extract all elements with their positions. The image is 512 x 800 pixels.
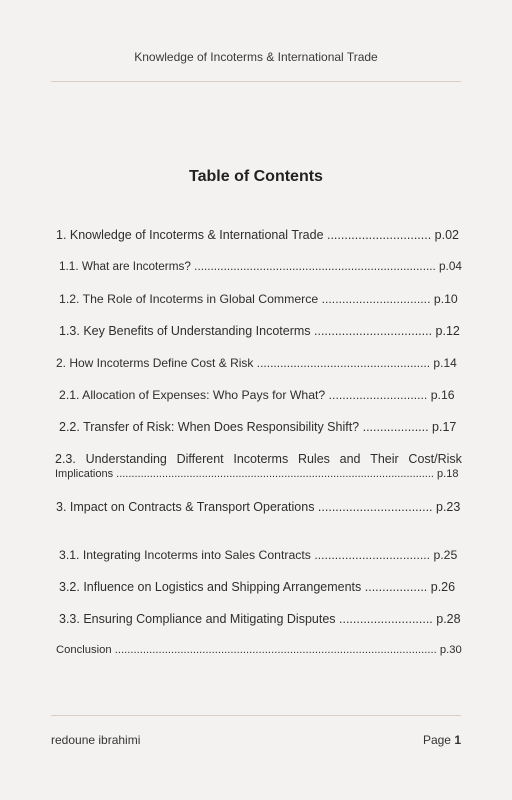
toc-entry-1-1[interactable]: 1.1. What are Incoterms? .......................................................................... p.04 — [59, 260, 462, 273]
toc-entry-2-1[interactable]: 2.1. Allocation of Expenses: Who Pays for What? ............................. p.16 — [59, 388, 455, 402]
toc-entry-2-3[interactable]: 2.3. Understanding Different Incoterms Rules and Their Cost/Risk — [55, 452, 462, 466]
page-label: Page — [422, 733, 451, 747]
footer-page — [423, 733, 461, 747]
toc-entry-1-3[interactable]: 1.3. Key Benefits of Understanding Incoterms .................................. p.12 — [59, 324, 460, 338]
toc-entry-2-3-continued[interactable]: Implications ........................................................................................................ p.18 — [55, 468, 459, 480]
toc-entry-3-2[interactable]: 3.2. Influence on Logistics and Shipping Arrangements .................. p.26 — [59, 580, 456, 594]
toc-entry-1-2[interactable]: 1.2. The Role of Incoterms in Global Commerce ................................ p.10 — [59, 292, 458, 306]
toc-title: Table of Contents — [189, 168, 323, 185]
toc-entry-1[interactable]: 1. Knowledge of Incoterms & International Trade .............................. p.02 — [56, 228, 459, 242]
toc-entry-3[interactable]: 3. Impact on Contracts & Transport Operations ................................. p.23 — [56, 500, 461, 514]
header-title: Knowledge of Incoterms & International Trade — [134, 50, 378, 64]
footer-divider — [51, 715, 461, 716]
toc-entry-conclusion[interactable]: Conclusion ....................................................................................................... p.30 — [56, 644, 462, 656]
toc-entry-2[interactable]: 2. How Incoterms Define Cost & Risk .................................................... p.14 — [56, 356, 457, 370]
toc-entry-3-3[interactable]: 3.3. Ensuring Compliance and Mitigating Disputes ........................... p.28 — [59, 612, 461, 626]
footer-author: redoune ibrahimi — [51, 733, 141, 747]
toc-entry-3-1[interactable]: 3.1. Integrating Incoterms into Sales Contracts .................................. p.25 — [59, 548, 458, 562]
page-number: 1 — [454, 733, 461, 747]
toc-entry-2-2[interactable]: 2.2. Transfer of Risk: When Does Responsibility Shift? ................... p.17 — [59, 420, 457, 434]
header-divider — [51, 81, 461, 82]
